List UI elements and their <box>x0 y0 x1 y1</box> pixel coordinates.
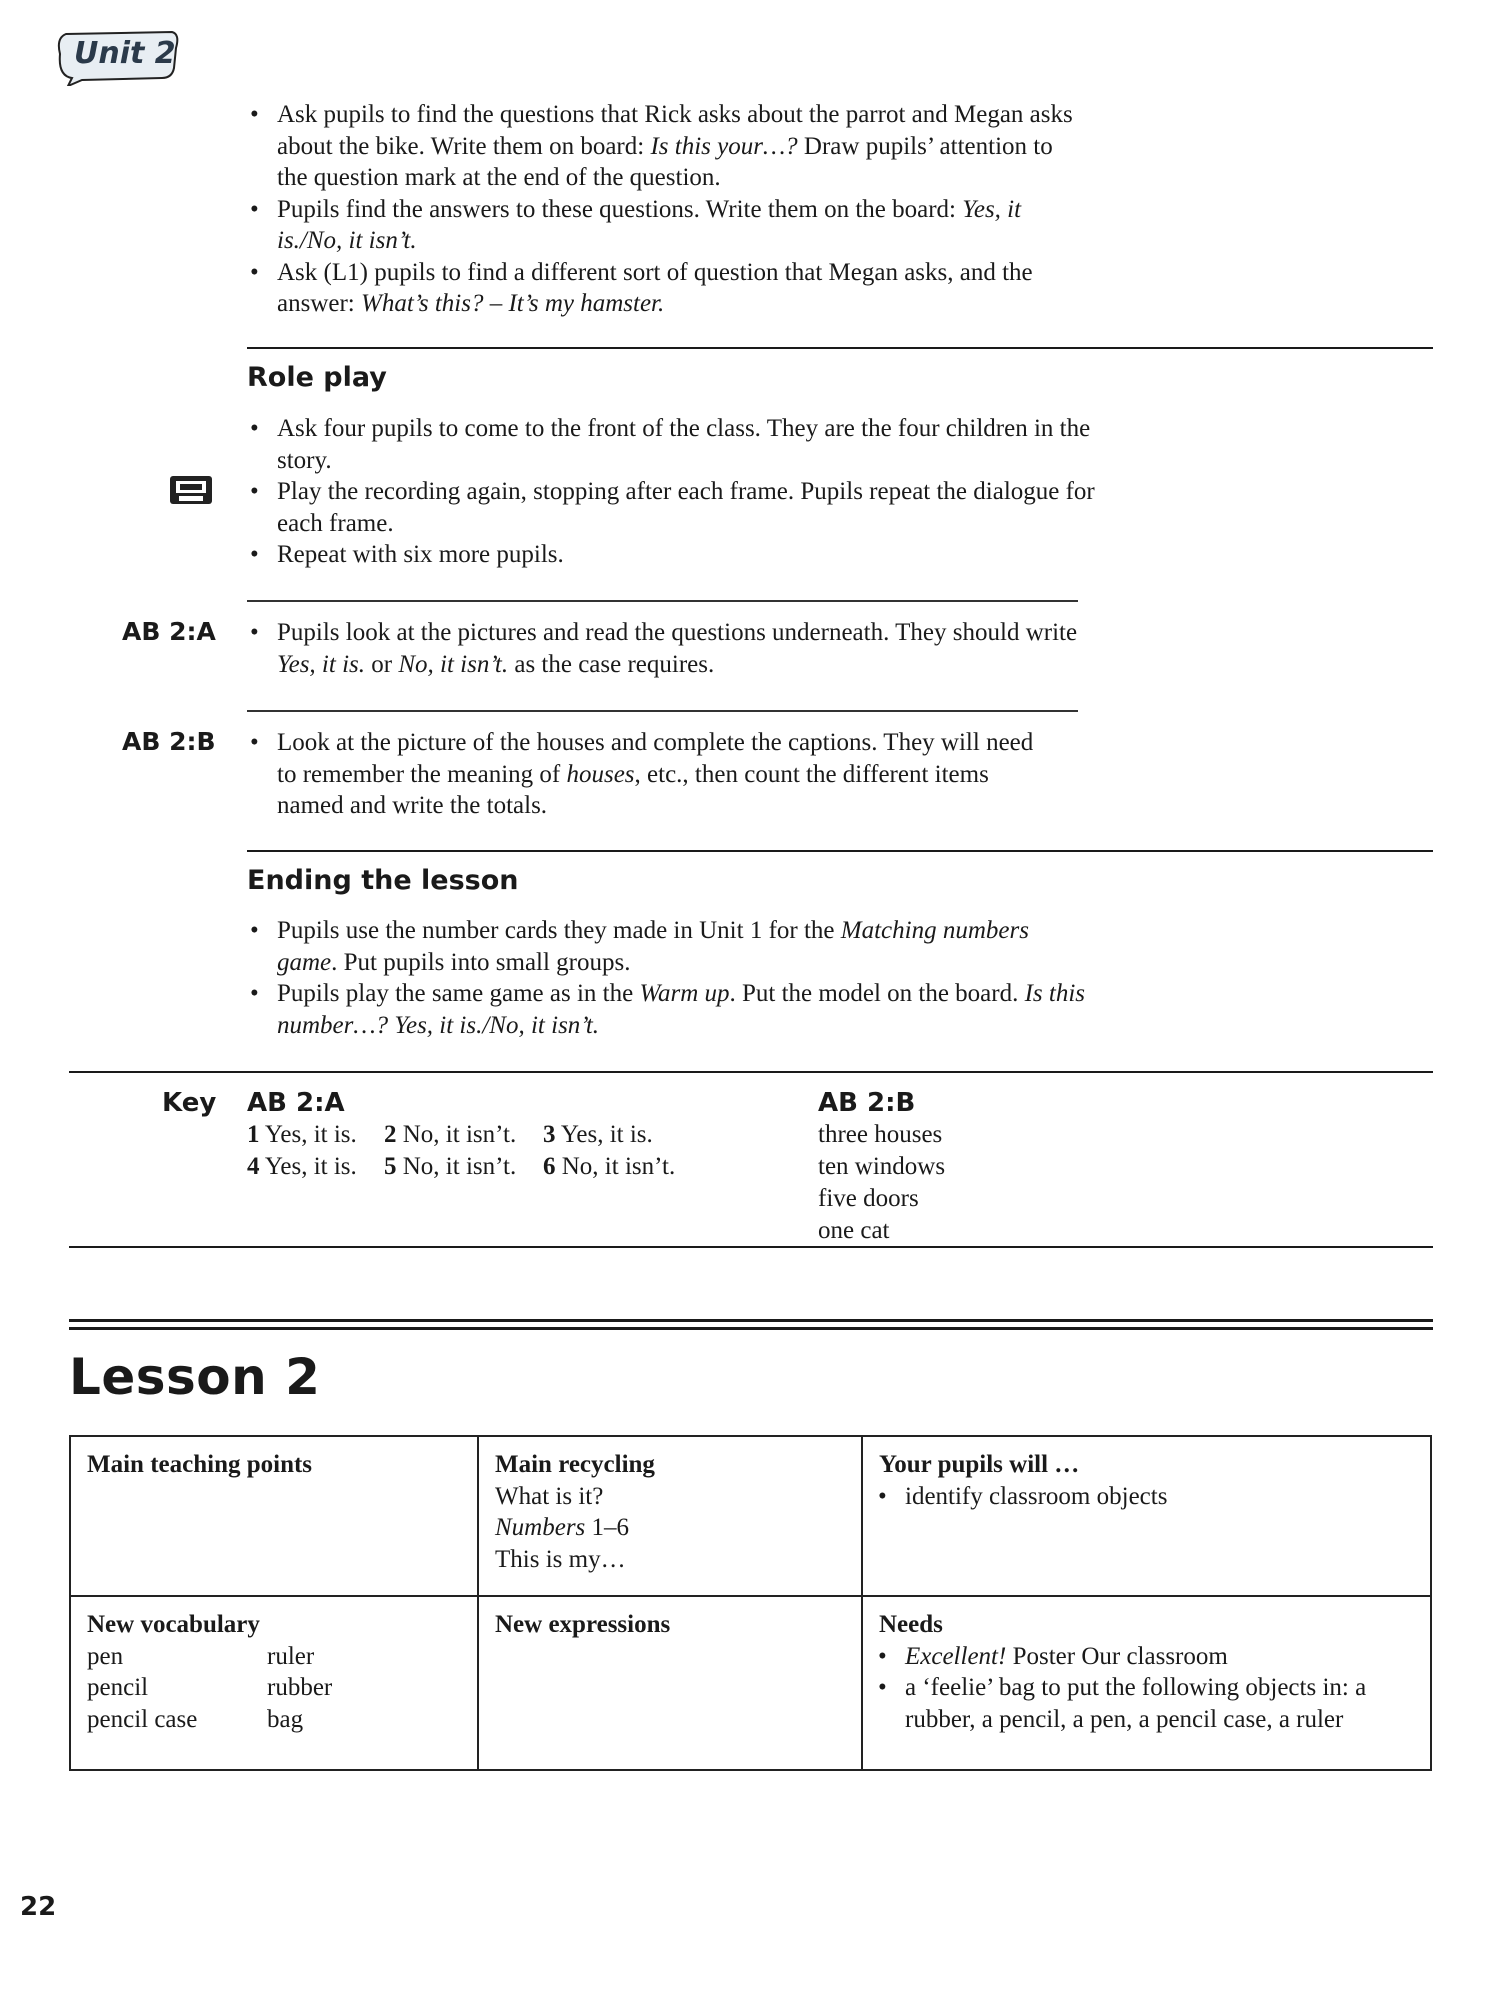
bullet-text: Is this number…? Yes, it is./No, it isn’t. <box>277 980 1086 1039</box>
vocab-word: pencil case <box>87 1705 198 1733</box>
bullet-item <box>247 617 1097 680</box>
bullet-item <box>247 194 1087 257</box>
key-label: Key <box>162 1088 217 1118</box>
bullet-text: Excellent! <box>905 1642 1007 1670</box>
vocab-word: rubber <box>267 1674 333 1701</box>
cassette-icon <box>169 475 213 510</box>
role-play-heading: Role play <box>247 362 387 393</box>
bullet-text: Pupils play the same game as in the <box>277 980 640 1007</box>
key-b-item: one cat <box>818 1217 890 1244</box>
bullet-text: No, it isn’t. <box>398 650 509 678</box>
key-b-item: five doors <box>818 1185 919 1212</box>
ending-heading: Ending the lesson <box>247 865 519 896</box>
bullet-text: Matching numbers game <box>277 917 1029 976</box>
cell-needs <box>862 1596 1431 1770</box>
key-answer-number: 5 <box>384 1152 397 1180</box>
bullet-text: What’s this? – It’s my hamster. <box>361 290 665 317</box>
bullet-text: Is this your…? <box>650 132 798 160</box>
bullet-text: Yes, it is./No, it isn’t. <box>277 195 1022 254</box>
main-recycling-heading: Main recycling <box>495 1451 655 1478</box>
vocab-word: pen <box>87 1642 124 1670</box>
cell-new-vocabulary <box>70 1596 478 1770</box>
bullet-item <box>247 257 1087 320</box>
recycling-line: This is my… <box>495 1545 626 1573</box>
cell-main-teaching-points <box>70 1436 478 1596</box>
bullet-item <box>247 99 1087 194</box>
bullet-text: Warm up <box>639 980 730 1007</box>
key-answer-text: No, it isn’t. <box>555 1152 676 1180</box>
cell-new-expressions <box>478 1596 862 1770</box>
bullet-item <box>247 915 1087 978</box>
key-answer <box>543 1151 675 1183</box>
bullet-text: Pupils look at the pictures and read the questions underneath. They should write <box>277 619 1078 646</box>
ab2a-label: AB 2:A <box>122 617 216 646</box>
bullet-item <box>247 539 1097 571</box>
key-answer-text: No, it isn’t. <box>396 1121 517 1148</box>
key-answer <box>543 1119 653 1151</box>
key-answer-text: No, it isn’t. <box>396 1152 517 1180</box>
key-answer-text: Yes, it is. <box>259 1152 357 1180</box>
bullet-text: Pupils use the number cards they made in Unit 1 for the <box>277 917 841 944</box>
key-answer-number: 2 <box>384 1121 397 1148</box>
bullet-text: a ‘feelie’ bag to put the following objects in: a rubber, a pencil, a pen, a pencil case, a ruler <box>905 1674 1367 1733</box>
vocab-word: pencil <box>87 1674 149 1701</box>
unit-tab-label: Unit 2 <box>74 36 176 71</box>
page-number: 22 <box>20 1892 57 1922</box>
divider-ab2a <box>247 600 1078 602</box>
pupils-will-list <box>875 1481 1414 1513</box>
bullet-text: Repeat with six more pupils. <box>277 541 564 568</box>
bullet-text: Poster Our classroom <box>1006 1642 1228 1670</box>
lesson-double-rule-top <box>69 1319 1433 1322</box>
key-answer <box>384 1119 516 1151</box>
key-answer-number: 1 <box>247 1121 260 1148</box>
recycling-line: 1–6 <box>591 1514 630 1541</box>
bullet-text: Yes, it is. <box>277 650 366 678</box>
key-ab2a-heading: AB 2:A <box>247 1088 345 1118</box>
bullet-text: . Put the model on the board. <box>729 980 1025 1007</box>
ab2b-label: AB 2:B <box>122 727 216 756</box>
needs-heading: Needs <box>879 1611 943 1638</box>
pupils-will-heading: Your pupils will … <box>879 1451 1080 1478</box>
bullet-text: Ask pupils to find the questions that Rick asks about the parrot and Megan asks about the bike. Write them on board: <box>277 101 1073 160</box>
bullet-item <box>247 978 1087 1041</box>
bullet-text: . Put pupils into small groups. <box>331 948 631 976</box>
bullet-text: or <box>365 650 399 678</box>
lesson-double-rule-bottom <box>69 1327 1433 1330</box>
section-divider <box>247 347 1433 349</box>
key-answer-text: Yes, it is. <box>259 1121 357 1148</box>
bullet-text: as the case requires. <box>508 650 715 678</box>
bullet-item <box>875 1672 1414 1735</box>
key-ab2b-answers <box>818 1119 945 1247</box>
ab2b-bullet-list <box>247 727 1057 822</box>
recycling-numbers-label: Numbers <box>495 1514 586 1541</box>
new-expressions-heading: New expressions <box>495 1611 671 1638</box>
key-answer-text: Yes, it is. <box>555 1121 653 1148</box>
key-answer <box>247 1151 357 1183</box>
ending-bullet-list <box>247 915 1087 1041</box>
needs-list <box>875 1641 1414 1736</box>
section-divider <box>247 850 1433 852</box>
bullet-text: Look at the picture of the houses and complete the captions. They will need to remember the meaning of <box>277 729 1034 788</box>
bullet-item <box>247 476 1097 539</box>
vocabulary-grid <box>87 1641 461 1736</box>
key-b-item: ten windows <box>818 1153 946 1180</box>
lesson-title: Lesson 2 <box>69 1348 321 1406</box>
key-answer-number: 4 <box>247 1152 260 1180</box>
bullet-item <box>247 727 1057 822</box>
unit-tab <box>52 28 182 86</box>
bullet-item <box>875 1641 1414 1673</box>
bullet-text: Draw pupils’ attention to the question mark at the end of the question. <box>277 132 1053 191</box>
vocab-word: ruler <box>267 1642 315 1670</box>
cell-pupils-will <box>862 1436 1431 1596</box>
bullet-text: Pupils find the answers to these questions. Write them on the board: <box>277 195 963 223</box>
key-ab2b-heading: AB 2:B <box>818 1088 916 1118</box>
key-answer-number: 3 <box>543 1121 556 1148</box>
bullet-text: Ask (L1) pupils to find a different sort of question that Megan asks, and the answer: <box>277 258 1033 317</box>
key-bottom-rule <box>69 1246 1433 1248</box>
role-play-bullet-list <box>247 413 1097 571</box>
bullet-text: Ask four pupils to come to the front of the class. They are the four children in the story. <box>277 415 1091 474</box>
intro-bullet-list <box>247 99 1087 320</box>
bullet-item <box>247 413 1097 476</box>
recycling-line: What is it? <box>495 1482 604 1510</box>
key-top-rule <box>69 1071 1433 1073</box>
bullet-text: Play the recording again, stopping after each frame. Pupils repeat the dialogue for each frame. <box>277 478 1095 537</box>
pupils-will-item: • identify classroom objects <box>875 1481 1414 1513</box>
key-answer <box>384 1151 516 1183</box>
new-vocabulary-heading: New vocabulary <box>87 1611 260 1638</box>
key-answer-number: 6 <box>543 1152 556 1180</box>
cell-main-recycling <box>478 1436 862 1596</box>
vocab-word: bag <box>267 1705 304 1733</box>
main-teaching-points-heading: Main teaching points <box>87 1451 313 1478</box>
key-b-item: three houses <box>818 1121 943 1148</box>
divider-ab2b <box>247 710 1078 712</box>
bullet-text: houses <box>566 760 635 788</box>
key-answer <box>247 1119 357 1151</box>
bullet-text: , etc., then count the different items named and write the totals. <box>277 760 989 819</box>
lesson-overview-table <box>69 1435 1432 1771</box>
ab2a-bullet-list <box>247 617 1097 680</box>
